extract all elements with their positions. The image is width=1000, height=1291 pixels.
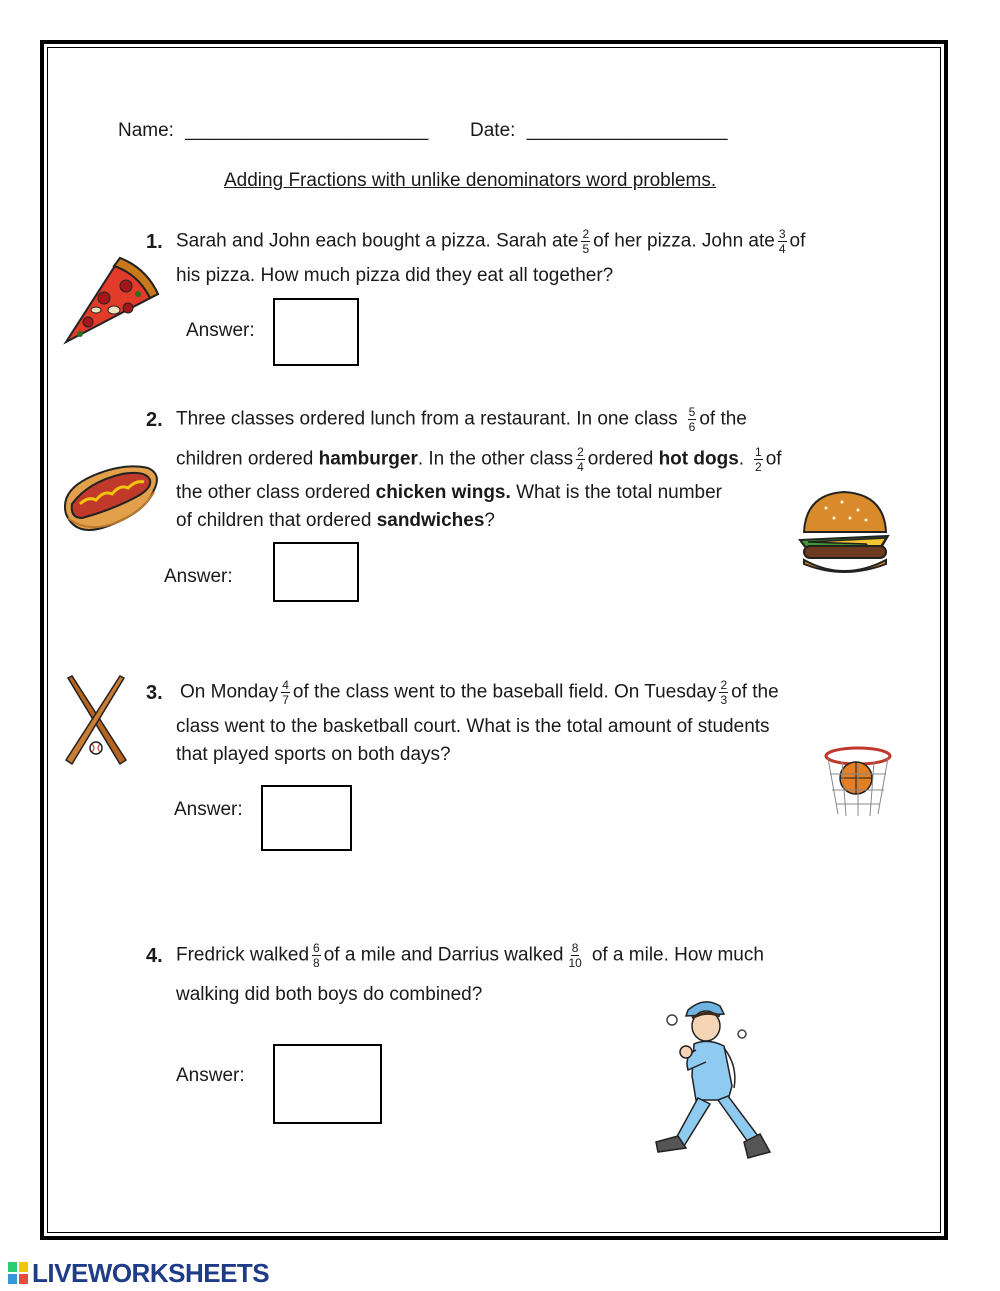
fraction-4-7: $\frac{4}{7}$ — [282, 678, 289, 707]
problem-3-line-1: On Monday $\frac{4}{7}$ of the class went to the baseball field. On Tuesday $\frac{2}{3}$ of the — [180, 678, 779, 707]
problem-2-line-2: children ordered hamburger. In the other class $\frac{2}{4}$ ordered hot dogs. $\frac{1}{2}$ of — [176, 445, 782, 474]
problem-1-number: 1. — [146, 231, 163, 253]
hamburger-icon — [796, 488, 892, 580]
date-label: Date: — [470, 120, 516, 141]
problem-2-number: 2. — [146, 409, 163, 431]
fraction-1-2: $\frac{1}{2}$ — [755, 445, 762, 474]
worksheet-border — [40, 40, 948, 1240]
date-row — [470, 120, 727, 143]
problem-1-answer-label: Answer: — [186, 320, 255, 341]
problem-1-answer-box[interactable] — [273, 298, 359, 366]
worksheet-title: Adding Fractions with unlike denominators word problems. — [224, 170, 717, 191]
problem-4-line-1: Fredrick walked $\frac{6}{8}$ of a mile and Darrius walked $\frac{8}{10}$ of a mile. How much — [176, 941, 764, 970]
date-line[interactable]: ___________________ — [526, 120, 728, 141]
walking-man-icon — [648, 996, 772, 1168]
basketball-hoop-icon — [822, 744, 894, 820]
problem-2-line-3: the other class ordered chicken wings. What is the total number — [176, 482, 722, 503]
problem-4-answer-label: Answer: — [176, 1065, 245, 1086]
liveworksheets-logo-text: LIVEWORKSHEETS — [32, 1257, 270, 1288]
problem-2-answer-label: Answer: — [164, 566, 233, 587]
worksheet-inner-border — [47, 47, 941, 1233]
fraction-2-5: $\frac{2}{5}$ — [582, 227, 590, 256]
problem-1-line-2: his pizza. How much pizza did they eat all together? — [176, 265, 614, 286]
problem-4-number: 4. — [146, 945, 163, 967]
problem-2-answer-box[interactable] — [273, 542, 359, 602]
liveworksheets-logo-icon — [8, 1262, 28, 1284]
problem-1-line-1: Sarah and John each bought a pizza. Sarah ate $\frac{2}{5}$ of her pizza. John ate $\frac{3}{4}$ of — [176, 227, 806, 256]
name-label: Name: — [118, 120, 174, 141]
fraction-6-8: $\frac{6}{8}$ — [313, 941, 320, 970]
problem-3-number: 3. — [146, 682, 163, 704]
fraction-2-3: $\frac{2}{3}$ — [720, 678, 728, 707]
problem-2-line-1: Three classes ordered lunch from a restaurant. In one class $\frac{5}{6}$ of the — [176, 405, 747, 434]
problem-4-line-2: walking did both boys do combined? — [176, 984, 483, 1005]
problem-3-line-2: class went to the basketball court. What is the total amount of students — [176, 716, 770, 737]
name-line[interactable]: _______________________ — [185, 120, 429, 141]
problem-2-line-4: of children that ordered sandwiches? — [176, 510, 495, 531]
fraction-2-4: $\frac{2}{4}$ — [577, 445, 584, 474]
fraction-5-6: $\frac{5}{6}$ — [688, 405, 696, 434]
problem-4-answer-box[interactable] — [273, 1044, 382, 1124]
liveworksheets-logo[interactable] — [8, 1258, 269, 1288]
fraction-3-4: $\frac{3}{4}$ — [778, 227, 786, 256]
name-row — [118, 120, 428, 143]
problem-3-answer-box[interactable] — [261, 785, 352, 851]
pizza-slice-icon — [58, 250, 164, 350]
baseball-bats-icon — [60, 674, 132, 766]
fraction-8-10: $\frac{8}{10}$ — [568, 941, 582, 970]
problem-3-answer-label: Answer: — [174, 799, 243, 820]
hot-dog-icon — [58, 456, 162, 542]
problem-3-line-3: that played sports on both days? — [176, 744, 451, 765]
